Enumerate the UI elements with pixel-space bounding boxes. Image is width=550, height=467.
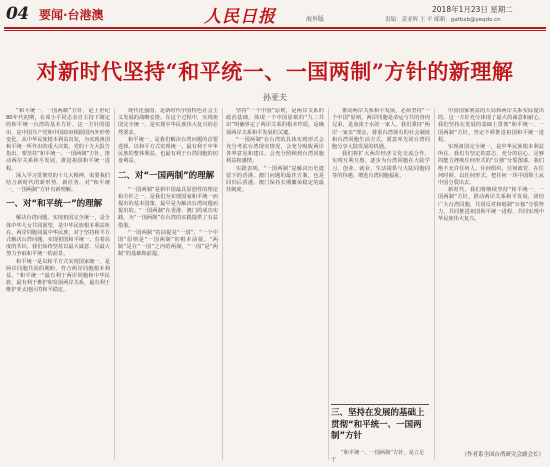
article-column-5	[438, 108, 544, 460]
page-header	[0, 0, 550, 30]
article-headline: 对新时代坚持“和平统一、一国两制”方针的新理解	[36, 59, 514, 84]
article-body	[6, 108, 546, 464]
section-heading: 二、对“一国两制”的理解	[118, 170, 215, 181]
article-column-3	[226, 108, 324, 460]
paragraph: 中国国家利益的大局和两岸关系实际提出的。这一方针充分体现了最大的诚意和耐心。我们坚持在发展的基础上贯彻“和平统一、一国两制”方针，坚定不移推进祖国和平统一进程。	[438, 108, 544, 143]
editor-line: 责编：姜亚辉 王 平 邮箱：gatbxb@yeqdo.cn	[385, 17, 501, 23]
paragraph: 实践表明，“一国两制”是解决历史遗留下的香港、澳门问题的最佳方案，也是回归后香港、澳门保持长期繁荣稳定的最佳制度。	[226, 165, 324, 194]
paragraph: “和平统一、一国两制”方针，是上世纪80年代初期，在邓小平同志亲自主持下制定的和平统一台湾的基本方针。这一方针的提出，是中国共产党和中国政府根据国内外形势变化，从中华民族根本利益出发，为实现祖国和平统一所作出的重大决策。党的十九大报告指出，要坚持“和平统一、一国两制”方针，推动两岸关系和平发展，推进祖国和平统一进程。	[6, 108, 110, 172]
header-rule	[4, 27, 546, 29]
paragraph: 新时代，我们将继续坚持“和平统一、一国两制”方针，推动两岸关系和平发展，团结广大台湾同胞，共同反对和遏制“台独”分裂势力，共同推进祖国和平统一进程，共同实现中华民族伟大复兴。	[438, 187, 544, 223]
issue-date: 2018年1月23日 星期二	[432, 5, 513, 14]
paragraph: 现代化强国，是新时代中国特色社会主义发展的战略安排。在这个过程中，实现祖国完全统一，是实现中华民族伟大复兴的必然要求。	[118, 108, 218, 136]
paragraph: “一国两制”是新中国最具原创性的理论和方针之一，是我们为实现国家和平统一而提出的基本国策，最早是为解决台湾问题而提出的。“一国两制”在香港、澳门的成功实践，为“一国两制”在台湾的实践提供了有益借鉴。	[118, 186, 218, 229]
section-title: 要闻·台港澳	[39, 8, 104, 22]
paragraph: 实现祖国完全统一，是中华民族根本利益所在。我们有坚定的意志、充分的信心、足够的能力挫败任何形式的“台独”分裂图谋。我们绝不允许任何人、任何组织、任何政党、在任何时候、以任何形式、把任何一块中国领土从中国分裂出去。	[438, 144, 544, 187]
article-column-4	[332, 108, 430, 396]
article-column-2	[118, 108, 218, 460]
author-note: （作者系全国台湾研究会副会长）	[461, 452, 544, 458]
section-heading: 一、对“和平统一”的理解	[6, 199, 103, 210]
paragraph: 深入学习贯彻党的十九大精神，需要我们结合新时代的新形势、新任务，对“和平统一、一国两制”方针有新理解。	[6, 172, 110, 194]
newspaper-logo: 人民日报	[204, 7, 276, 27]
paragraph: 推动两岸关系和平发展，必须坚持“一个中国”原则。两岸同胞是命运与共的骨肉兄弟，是血浓于水的一家人。我们秉持“两岸一家亲”理念，尊重台湾现有的社会制度和台湾同胞生活方式，愿意率先同台湾同胞分享大陆发展的机遇。	[332, 108, 430, 151]
paragraph: 和平统一是以和平方式实现国家统一，是两岸同胞共同的期盼，符合两岸同胞根本利益。“和平统一”最有利于两岸同胞和中华民族，最有利于维护和发展两岸关系，最有利于维护亚太地区的和平稳定。	[6, 258, 110, 294]
logo-edition: 海外版	[306, 16, 325, 23]
section-heading-3: 三、坚持在发展的基础上贯彻“和平统一、一国两制”方针	[331, 408, 425, 441]
paragraph: 解决台湾问题、实现祖国完全统一，是全体中华儿女共同愿望，是中华民族根本利益所在。两岸同胞同属中华民族，对于坚持和平方式解决台湾问题、实现祖国和平统一，有着高度的共识。我们始终坚持以最大诚意、尽最大努力争取和平统一的前景。	[6, 215, 110, 258]
paragraph: 和平统一，是我们解决台湾问题的首要选择。以和平方式实现统一，最有利于中华民族的整体利益，也最有利于台湾同胞的切身利益。	[118, 136, 218, 165]
header-rule-thin	[4, 30, 546, 31]
paragraph: “一国两制”在台湾的具体实现形式会充分考虑台湾现实情况，会充分吸收两岸各界意见和建议，会充分照顾到台湾同胞利益和感情。	[226, 136, 324, 165]
section-rule	[331, 404, 429, 405]
page-number: 04	[6, 4, 29, 24]
paragraph: 我们将扩大两岸经济文化交流合作，实现互利互惠，逐步为台湾同胞在大陆学习、创业、就业、生活提供与大陆同胞同等的待遇，增进台湾同胞福祉。	[332, 151, 430, 179]
paragraph: “和平统一、一国两制”方针，是立足于	[331, 450, 425, 464]
article-column-1	[6, 108, 110, 460]
paragraph: “一国两制”的前提是“一国”，“一个中国”原则是“一国两制”的根本前提。“两制”是在“一国”之内的两制，“一国”是“两制”的基础和前提。	[118, 229, 218, 258]
article-byline: 孙亚夫	[263, 93, 287, 102]
paragraph: 坚持“一个中国”原则，是两岸关系的政治基础。体现一个中国原则的“九二共识”明确界定了两岸关系的根本性质，是确保两岸关系和平发展的关键。	[226, 108, 324, 136]
